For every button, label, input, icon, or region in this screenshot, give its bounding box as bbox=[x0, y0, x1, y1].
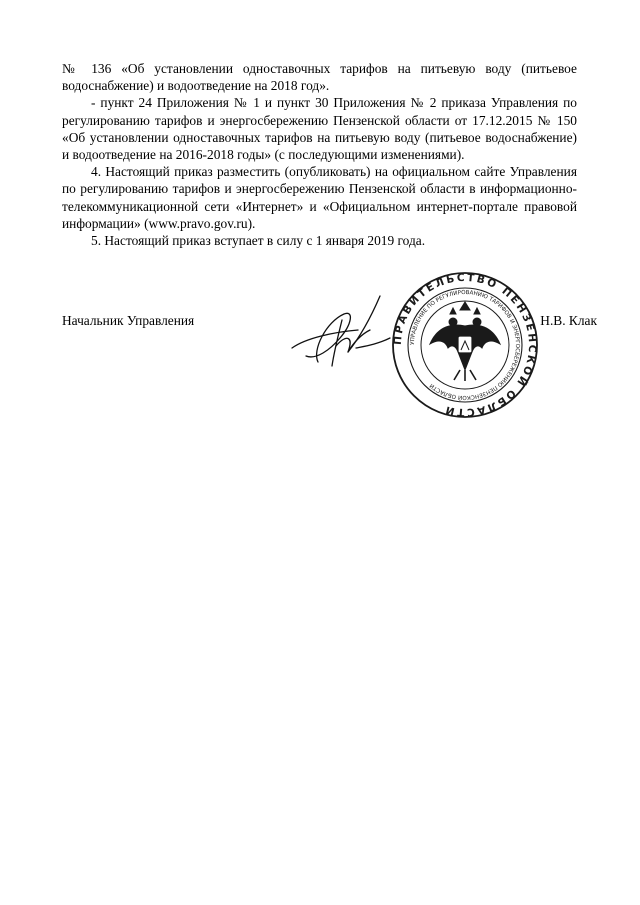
signatory-name: Н.В. Клак bbox=[540, 313, 597, 328]
seal-inner-text: УПРАВЛЕНИЕ ПО РЕГУЛИРОВАНИЮ ТАРИФОВ И ЭНЕРГОСБЕРЕЖЕНИЮ ПЕНЗЕНСКОЙ ОБЛАСТИ bbox=[409, 289, 521, 401]
paragraph-effective-date: 5. Настоящий приказ вступает в силу с 1 января 2019 года. bbox=[91, 233, 426, 249]
paragraph-item-24: - пункт 24 Приложения № 1 и пункт 30 Приложения № 2 приказа Управления по регулированию тарифов и энергосбережению Пензенской области от 17.12.2015 № 150 «Об установлении одноставочных тарифов на питьевую воду (питьевое водоснабжение) и водоотведение на 2016-2018 годы» (с последующими изменениями). bbox=[62, 95, 577, 163]
coat-of-arms-icon bbox=[430, 302, 500, 381]
paragraph-publish: 4. Настоящий приказ разместить (опубликовать) на официальном сайте Управления по регулированию тарифов и энергосбережению Пензенской области в информационно-телекоммуникационной сети «Интернет» и «Официальном интернет-портале правовой информации» (www.pravo.gov.ru). bbox=[62, 164, 577, 231]
paragraph-order-136: № 136 «Об установлении одноставочных тарифов на питьевую воду (питьевое водоснабжение) и водоотведение на 2018 год». bbox=[62, 61, 577, 94]
handwritten-signature bbox=[282, 290, 402, 380]
seal-outer-text: ПРАВИТЕЛЬСТВО ПЕНЗЕНСКОЙ ОБЛАСТИ bbox=[391, 271, 539, 419]
body-text bbox=[62, 60, 577, 249]
official-seal bbox=[390, 270, 540, 420]
signatory-title: Начальник Управления bbox=[62, 313, 195, 328]
